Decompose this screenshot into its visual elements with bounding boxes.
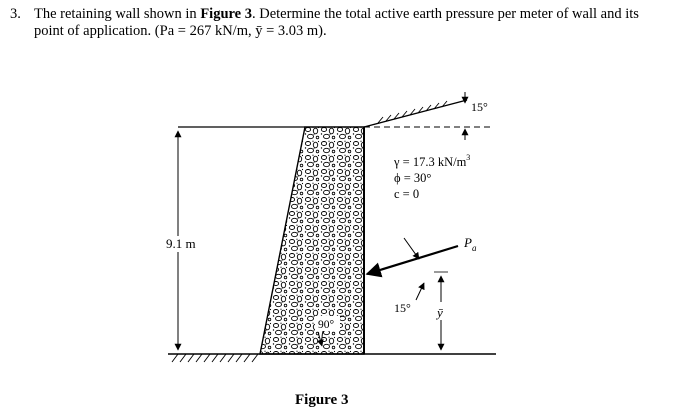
- problem-text-part2: . Determine the total active earth pressure per meter of wall and its point of application. (Pa = 267 kN/m, ȳ = 3.03 m).: [34, 6, 639, 39]
- wall-angle-label: 90°: [318, 319, 335, 331]
- force-angle-arrow-top: [404, 238, 419, 259]
- ground-hatch: [172, 354, 258, 362]
- force-angle-label: 15°: [394, 301, 411, 315]
- backfill-surface: [364, 100, 467, 127]
- unit-weight-label: γ = 17.3 $kN/m^3$: [394, 153, 471, 169]
- figure-reference: Figure 3: [200, 6, 252, 22]
- retaining-wall: [260, 127, 364, 354]
- force-angle-arrow-bottom: [416, 283, 424, 300]
- pa-label: $P_a$: [464, 235, 477, 253]
- problem-number: 3.: [10, 6, 21, 22]
- wall-height-label: 9.1 m: [166, 236, 196, 251]
- cohesion-label: c = 0: [394, 187, 420, 201]
- backfill-surface-hatch: [378, 101, 447, 123]
- friction-angle-label: ϕ = 30°: [394, 171, 432, 185]
- figure-caption: Figure 3: [295, 392, 349, 408]
- problem-text-part1: The retaining wall shown in: [34, 6, 201, 22]
- backfill-slope-label: 15°: [471, 100, 488, 114]
- ybar-label: ȳ: [437, 305, 443, 320]
